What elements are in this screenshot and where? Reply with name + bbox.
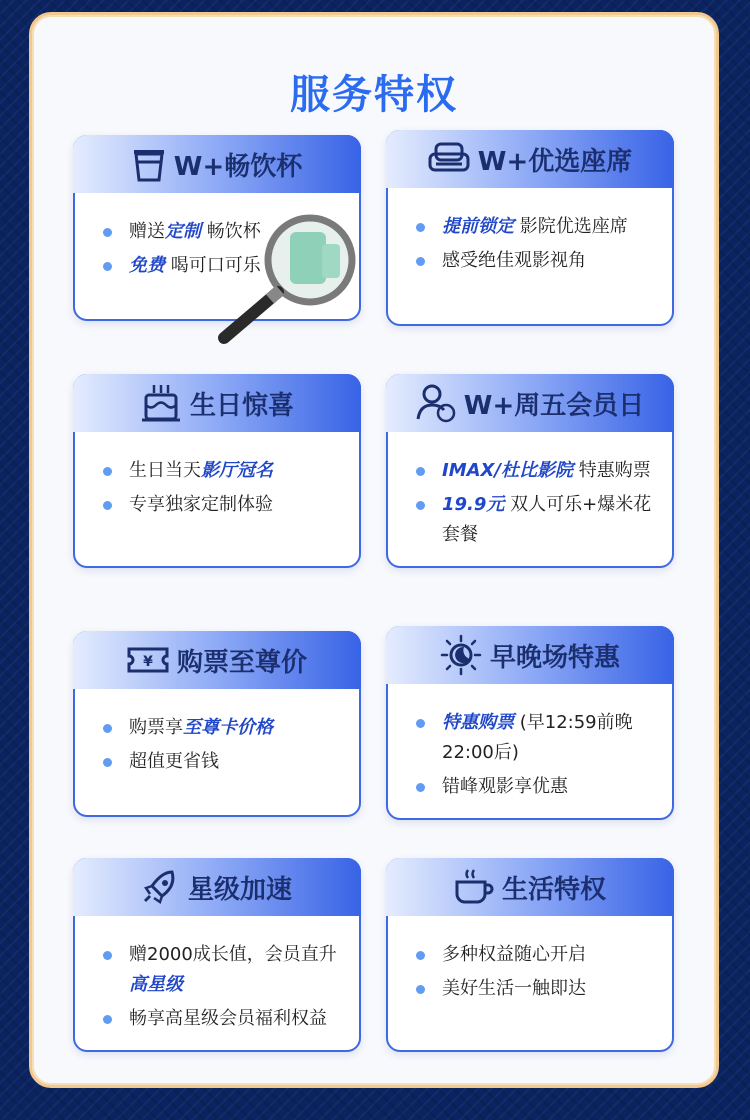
card-benefit-item	[416, 772, 660, 802]
card-benefit-item	[416, 456, 660, 486]
card-benefit-item	[416, 974, 660, 1004]
benefit-text: 喝可口可乐	[170, 255, 261, 276]
card-body	[416, 940, 660, 1008]
card-body	[103, 456, 347, 524]
benefit-text: 专享独家定制体验	[129, 494, 273, 515]
card-header	[386, 626, 674, 684]
card-title: W+周五会员日	[463, 390, 645, 421]
benefit-text: 感受绝佳观影视角	[442, 250, 586, 271]
card-benefit-item	[103, 713, 347, 743]
privilege-card[interactable]	[73, 631, 361, 817]
card-title: 购票至尊价	[176, 647, 307, 678]
card-benefit-item	[416, 708, 660, 768]
card-header	[73, 858, 361, 916]
privilege-card[interactable]	[386, 130, 674, 326]
benefit-text: 赠2000成长值，会员直升	[129, 944, 337, 965]
card-body	[103, 940, 347, 1038]
card-header	[386, 374, 674, 432]
benefit-text: 赠送	[129, 221, 165, 242]
benefit-text: 双人可乐+爆米花套餐	[442, 494, 652, 545]
benefit-text: (早12:59前晚22:00后)	[442, 712, 633, 763]
card-header	[386, 858, 674, 916]
cup-icon	[132, 146, 166, 182]
card-benefit-item	[103, 490, 347, 520]
card-header	[386, 130, 674, 188]
card-header	[73, 631, 361, 689]
highlight-text: 高星级	[129, 974, 183, 995]
card-title: 早晚场特惠	[489, 642, 620, 673]
page-title: 服务特权	[290, 72, 458, 118]
card-title: 生日惊喜	[189, 390, 294, 421]
rocket-icon	[142, 868, 180, 906]
cake-icon	[140, 383, 182, 423]
benefit-text: 错峰观影享优惠	[442, 776, 568, 797]
card-benefit-item	[103, 456, 347, 486]
card-benefit-item	[103, 940, 347, 1000]
card-title: W+畅饮杯	[173, 151, 303, 182]
seat-icon	[428, 142, 470, 176]
card-header	[73, 374, 361, 432]
highlight-text: 影厅冠名	[201, 460, 273, 481]
card-benefit-item	[416, 212, 660, 242]
highlight-text: 19.9元	[442, 494, 505, 515]
benefit-text: 超值更省钱	[129, 751, 219, 772]
card-title: 星级加速	[187, 874, 292, 905]
highlight-text: 定制	[165, 221, 201, 242]
magnifier-icon	[210, 210, 360, 350]
member-icon	[416, 383, 456, 423]
highlight-text: 提前锁定	[442, 216, 514, 237]
card-header	[73, 135, 361, 193]
benefit-text: 畅享高星级会员福利权益	[129, 1008, 327, 1029]
card-benefit-item	[103, 1004, 347, 1034]
privilege-card[interactable]	[386, 626, 674, 820]
card-title: 生活特权	[501, 874, 606, 905]
sun-moon-icon	[440, 634, 482, 676]
coffee-cup-icon	[454, 868, 494, 906]
card-body	[416, 456, 660, 554]
benefit-text: 美好生活一触即达	[442, 978, 586, 999]
card-benefit-item	[416, 940, 660, 970]
card-benefit-item	[416, 490, 660, 550]
card-benefit-item	[416, 246, 660, 276]
benefit-text: 生日当天	[129, 460, 201, 481]
card-body	[416, 708, 660, 806]
card-body	[416, 212, 660, 280]
privilege-card[interactable]	[73, 858, 361, 1052]
benefit-text: 影院优选座席	[519, 216, 628, 237]
svg-text:¥: ¥	[143, 654, 153, 670]
highlight-text: 特惠购票	[442, 712, 514, 733]
highlight-text: 至尊卡价格	[183, 717, 273, 738]
privilege-card[interactable]	[386, 374, 674, 568]
benefit-text: 多种权益随心开启	[442, 944, 586, 965]
card-body	[103, 713, 347, 781]
card-benefit-item	[103, 747, 347, 777]
highlight-text: IMAX/杜比影院	[442, 460, 573, 481]
benefit-text: 购票享	[129, 717, 183, 738]
card-title: W+优选座席	[477, 146, 633, 177]
benefit-text: 畅饮杯	[206, 221, 261, 242]
privilege-card[interactable]	[386, 858, 674, 1052]
benefit-text: 特惠购票	[578, 460, 651, 481]
privilege-card[interactable]	[73, 374, 361, 568]
highlight-text: 免费	[129, 255, 165, 276]
ticket-icon	[127, 645, 169, 675]
